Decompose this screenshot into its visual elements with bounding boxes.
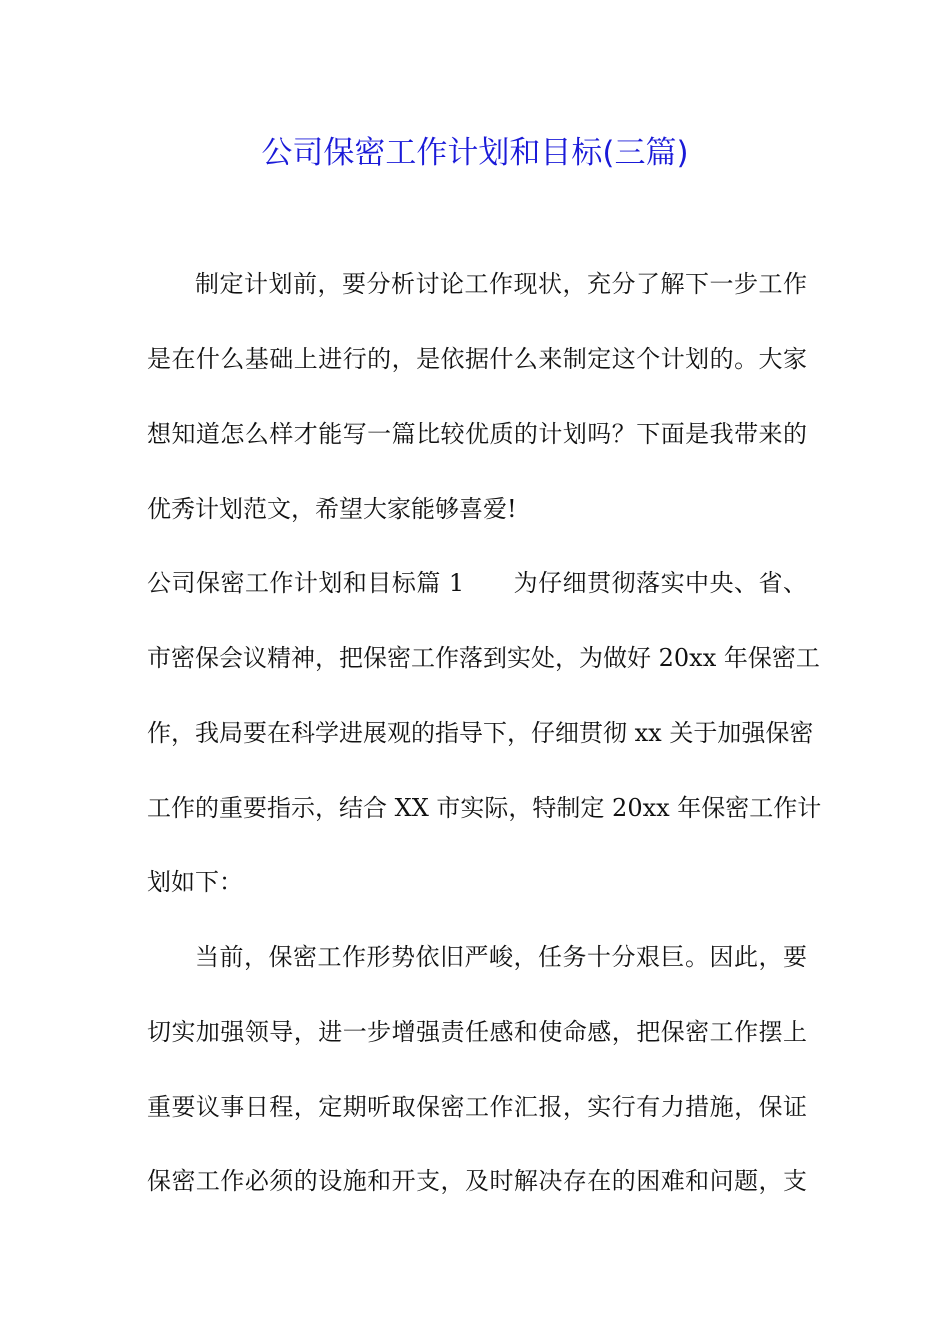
paragraph-line: 想知道怎么样才能写一篇比较优质的计划吗？下面是我带来的 <box>147 420 807 448</box>
document-title: 公司保密工作计划和目标(三篇) <box>261 135 689 171</box>
paragraph-line: 优秀计划范文，希望大家能够喜爱! <box>147 495 517 523</box>
paragraph-line: 划如下： <box>147 868 243 896</box>
paragraph-line: 作，我局要在科学进展观的指导下，仔细贯彻 xx 关于加强保密 <box>147 719 814 747</box>
section-heading-line: 公司保密工作计划和目标篇 1 为仔细贯彻落实中央、省、 <box>147 569 807 597</box>
paragraph-line: 是在什么基础上进行的，是依据什么来制定这个计划的。大家 <box>147 345 807 373</box>
paragraph-line: 当前，保密工作形势依旧严峻，任务十分艰巨。因此，要 <box>195 943 807 971</box>
paragraph-line: 切实加强领导，进一步增强责任感和使命感，把保密工作摆上 <box>147 1018 807 1046</box>
paragraph-line: 保密工作必须的设施和开支，及时解决存在的困难和问题，支 <box>147 1167 807 1195</box>
paragraph-line: 制定计划前，要分析讨论工作现状，充分了解下一步工作 <box>195 270 807 298</box>
paragraph-line: 重要议事日程，定期听取保密工作汇报，实行有力措施，保证 <box>147 1093 807 1121</box>
paragraph-line: 工作的重要指示，结合 XX 市实际，特制定 20xx 年保密工作计 <box>147 794 822 822</box>
paragraph-line: 市密保会议精神，把保密工作落到实处，为做好 20xx 年保密工 <box>147 644 820 672</box>
